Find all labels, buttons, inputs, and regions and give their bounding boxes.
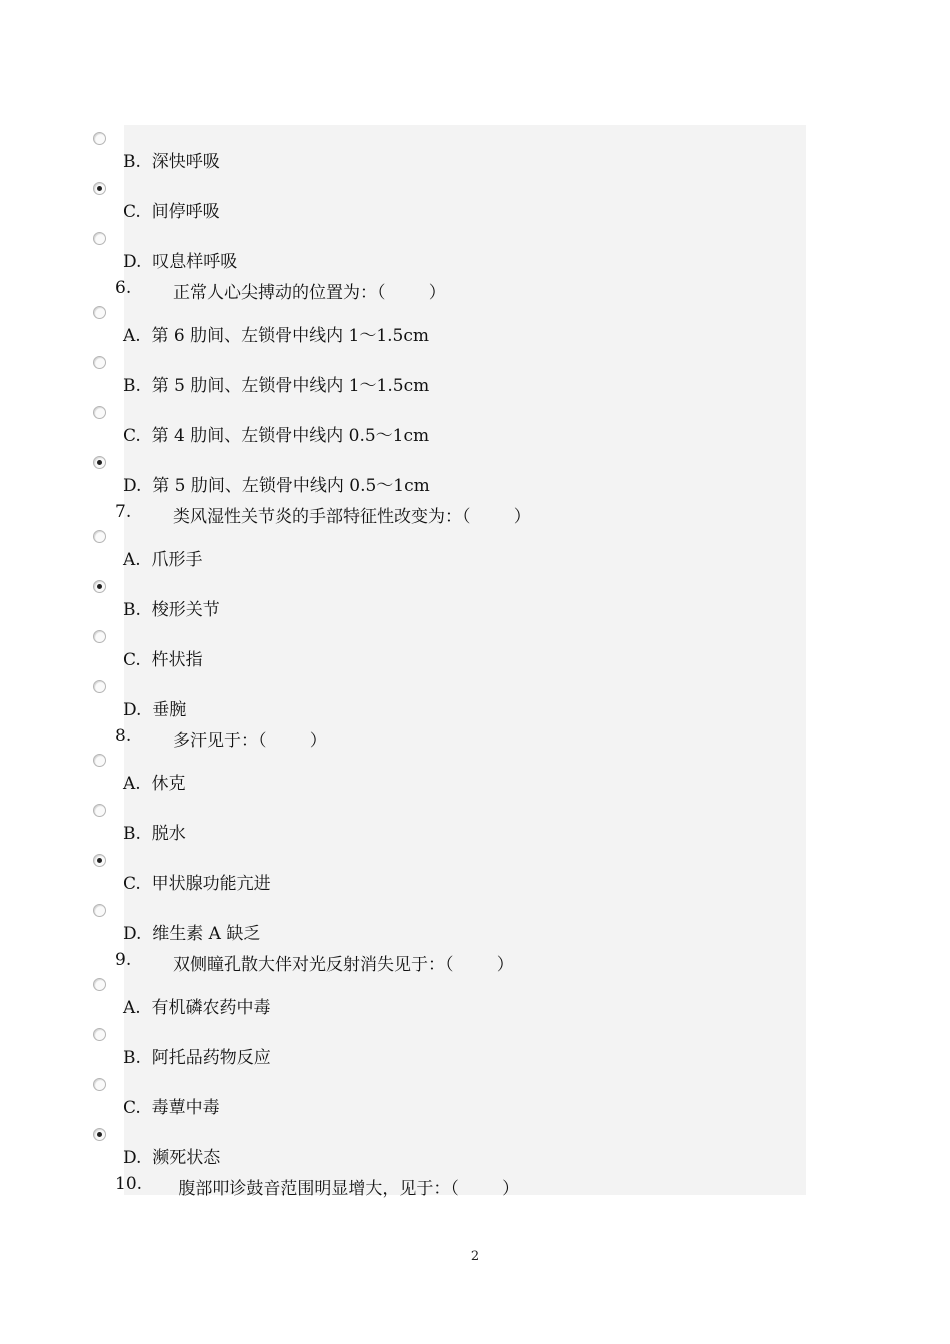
radio-button[interactable] xyxy=(93,232,106,245)
quiz-panel xyxy=(91,125,806,1199)
answer-option[interactable] xyxy=(91,1024,806,1074)
answer-option[interactable] xyxy=(91,576,806,626)
question-text: 多汗见于：（ ） xyxy=(173,731,327,751)
option-label: B. 梭形关节 xyxy=(123,600,220,620)
answer-option[interactable] xyxy=(91,178,806,228)
question-text: 正常人心尖搏动的位置为：（ ） xyxy=(173,283,446,303)
question-number: 7. xyxy=(115,502,132,522)
option-label: A. 第 6 肋间、左锁骨中线内 1～1.5cm xyxy=(123,326,430,346)
answer-option[interactable] xyxy=(91,676,806,726)
radio-button[interactable] xyxy=(93,804,106,817)
radio-button[interactable] xyxy=(93,530,106,543)
radio-button-selected[interactable] xyxy=(93,1128,106,1141)
answer-option[interactable] xyxy=(91,302,806,352)
option-label: B. 深快呼吸 xyxy=(123,152,220,172)
option-label: C. 第 4 肋间、左锁骨中线内 0.5～1cm xyxy=(123,426,430,446)
question-text: 双侧瞳孔散大伴对光反射消失见于：（ ） xyxy=(173,955,514,975)
answer-option[interactable] xyxy=(91,974,806,1024)
question-text: 腹部叩诊鼓音范围明显增大，见于：（ ） xyxy=(173,1179,520,1199)
radio-button[interactable] xyxy=(93,630,106,643)
answer-option[interactable] xyxy=(91,228,806,278)
radio-button[interactable] xyxy=(93,904,106,917)
question-number: 10. xyxy=(115,1174,143,1194)
page-number: 2 xyxy=(470,1249,480,1264)
answer-option[interactable] xyxy=(91,750,806,800)
option-label: D. 第 5 肋间、左锁骨中线内 0.5～1cm xyxy=(123,476,430,496)
radio-button[interactable] xyxy=(93,132,106,145)
option-label: D. 濒死状态 xyxy=(123,1148,221,1168)
question-row xyxy=(91,726,806,750)
answer-option[interactable] xyxy=(91,900,806,950)
question-row xyxy=(91,278,806,302)
answer-option[interactable] xyxy=(91,452,806,502)
question-number: 6. xyxy=(115,278,132,298)
option-label: A. 爪形手 xyxy=(123,550,203,570)
option-label: C. 杵状指 xyxy=(123,650,203,670)
question-row xyxy=(91,950,806,974)
radio-button[interactable] xyxy=(93,356,106,369)
option-label: C. 间停呼吸 xyxy=(123,202,220,222)
radio-button[interactable] xyxy=(93,406,106,419)
option-label: D. 维生素 A 缺乏 xyxy=(123,924,261,944)
radio-button-selected[interactable] xyxy=(93,456,106,469)
option-label: B. 阿托品药物反应 xyxy=(123,1048,271,1068)
radio-button[interactable] xyxy=(93,306,106,319)
option-label: B. 第 5 肋间、左锁骨中线内 1～1.5cm xyxy=(123,376,430,396)
answer-option[interactable] xyxy=(91,526,806,576)
answer-option[interactable] xyxy=(91,800,806,850)
answer-option[interactable] xyxy=(91,1074,806,1124)
answer-option[interactable] xyxy=(91,402,806,452)
question-number: 8. xyxy=(115,726,132,746)
option-label: C. 毒蕈中毒 xyxy=(123,1098,220,1118)
radio-button-selected[interactable] xyxy=(93,580,106,593)
answer-option[interactable] xyxy=(91,352,806,402)
radio-button-selected[interactable] xyxy=(93,854,106,867)
option-label: A. 休克 xyxy=(123,774,186,794)
radio-button-selected[interactable] xyxy=(93,182,106,195)
question-row xyxy=(91,502,806,526)
answer-option[interactable] xyxy=(91,626,806,676)
answer-option[interactable] xyxy=(91,1124,806,1174)
radio-button[interactable] xyxy=(93,1078,106,1091)
option-label: D. 垂腕 xyxy=(123,700,187,720)
radio-button[interactable] xyxy=(93,1028,106,1041)
radio-button[interactable] xyxy=(93,754,106,767)
option-label: D. 叹息样呼吸 xyxy=(123,252,238,272)
question-text: 类风湿性关节炎的手部特征性改变为：（ ） xyxy=(173,507,531,527)
option-label: C. 甲状腺功能亢进 xyxy=(123,874,271,894)
option-label: A. 有机磷农药中毒 xyxy=(123,998,271,1018)
option-label: B. 脱水 xyxy=(123,824,186,844)
answer-option[interactable] xyxy=(91,128,806,178)
radio-button[interactable] xyxy=(93,978,106,991)
answer-option[interactable] xyxy=(91,850,806,900)
question-row xyxy=(91,1174,806,1198)
radio-button[interactable] xyxy=(93,680,106,693)
question-number: 9. xyxy=(115,950,132,970)
